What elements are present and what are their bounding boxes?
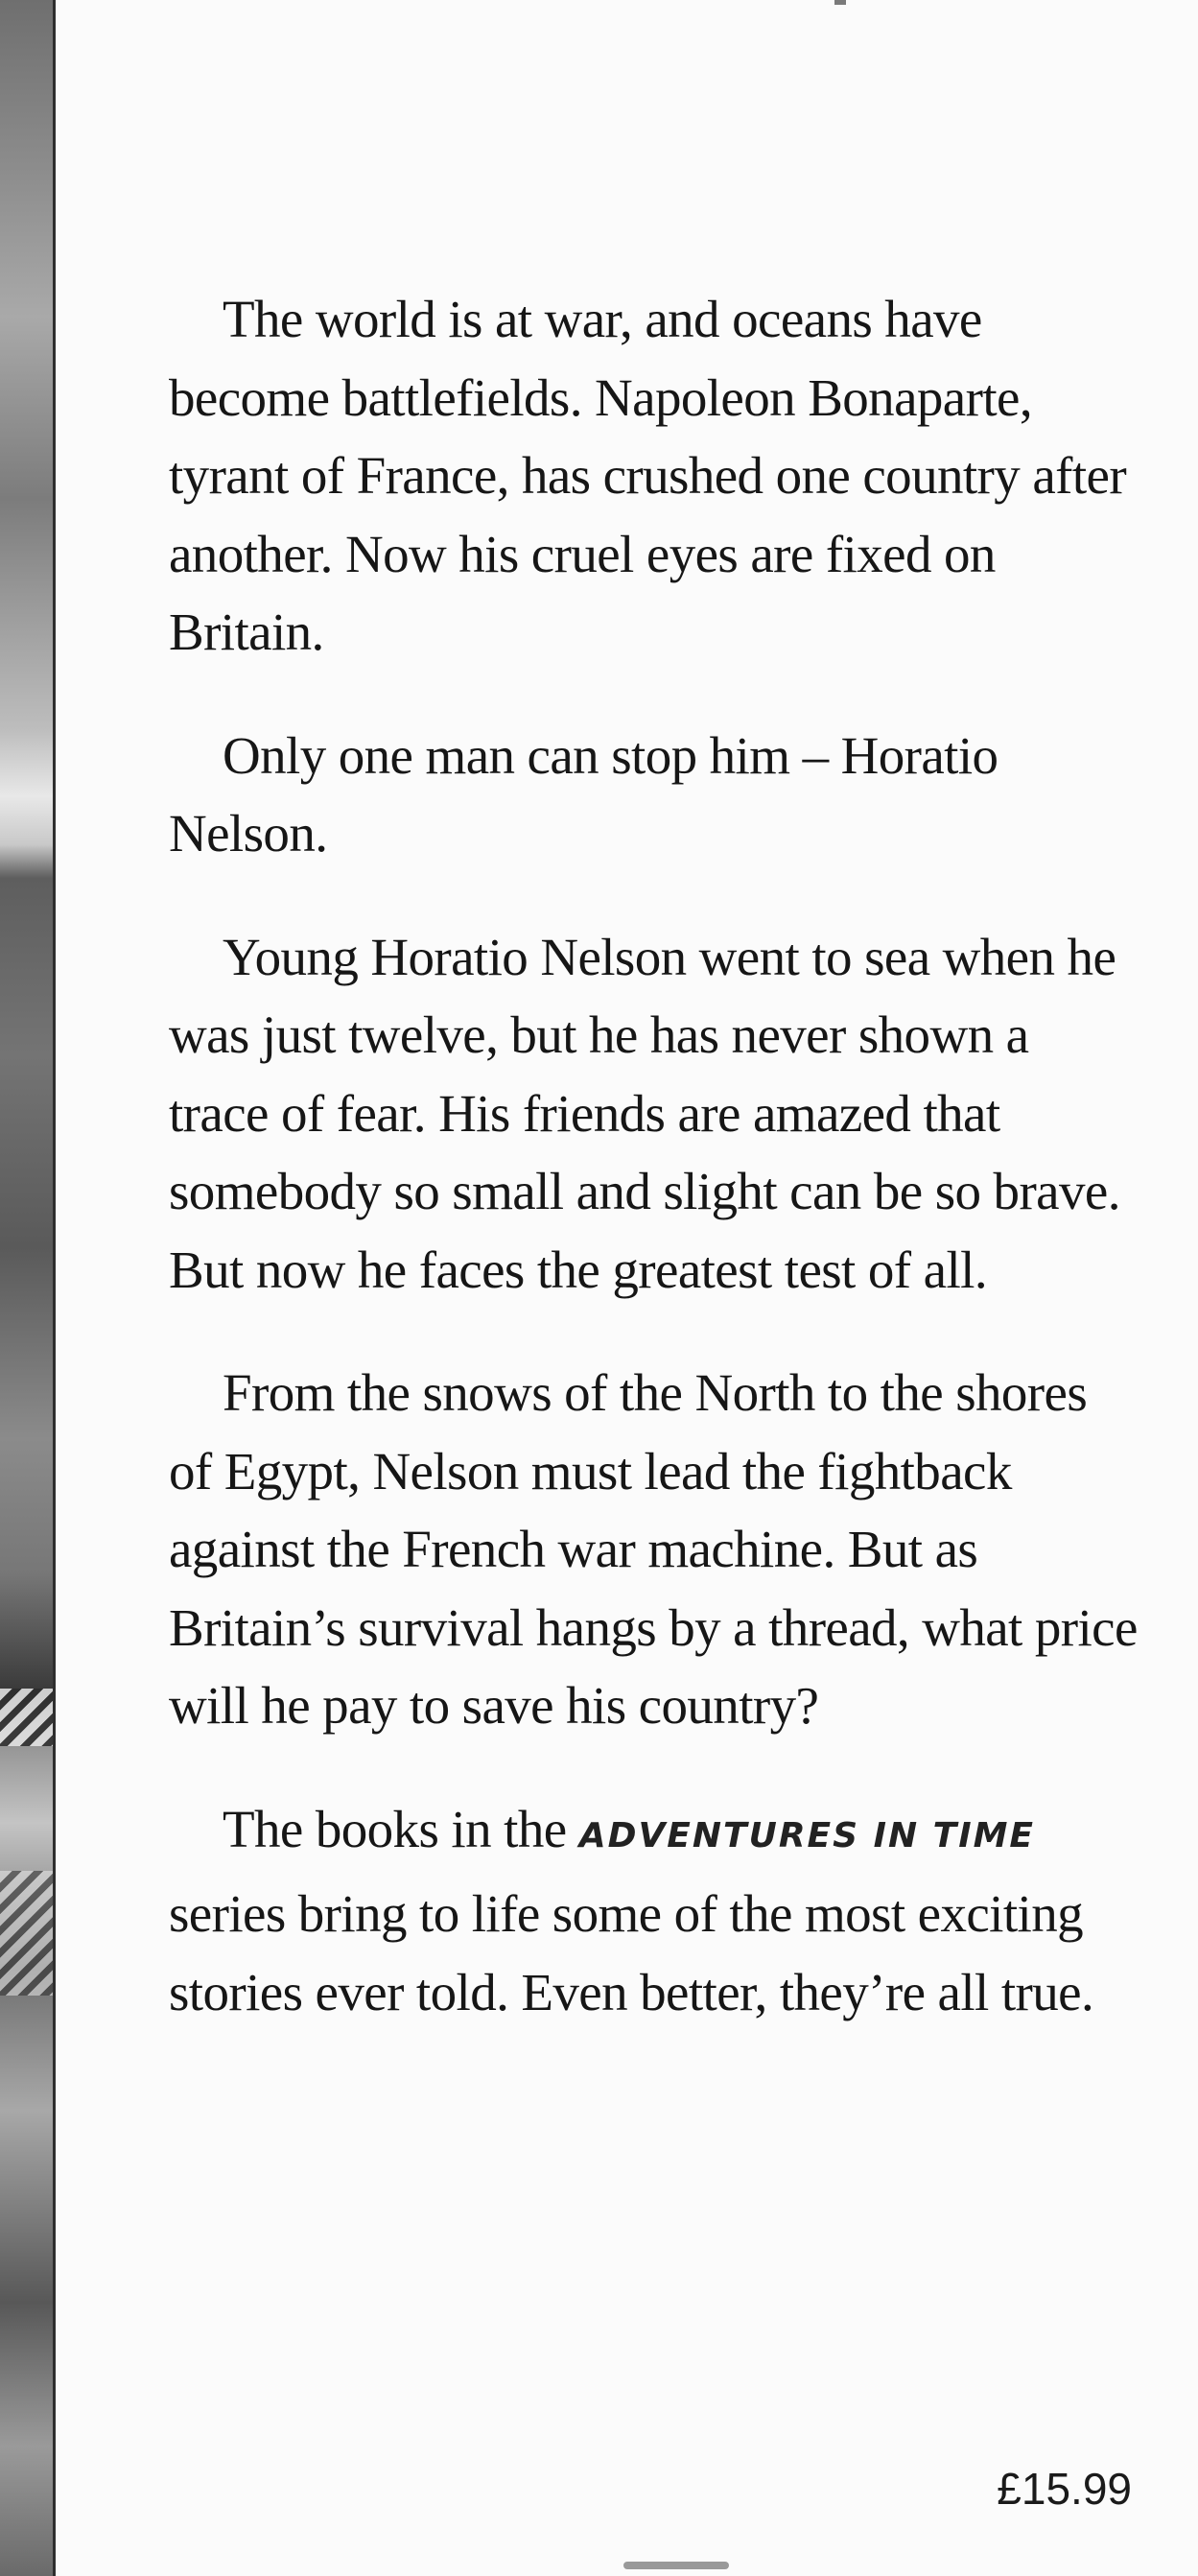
series-name: ADVENTURES IN TIME	[578, 1815, 1036, 1855]
price-label: £15.99	[997, 2464, 1132, 2514]
book-spine-edge	[0, 0, 56, 2576]
back-cover-blurb	[169, 280, 1138, 2076]
blurb-paragraph-5	[169, 1790, 1138, 2032]
series-description-text: series bring to life some of the most exciting stories ever told. Even better, they’re all true.	[169, 1884, 1094, 2021]
top-edge-mark	[834, 0, 846, 5]
rope-illustration	[0, 1871, 56, 1996]
bottom-edge-mark	[623, 2562, 729, 2569]
rope-illustration	[0, 1689, 56, 1746]
blurb-paragraph-3: Young Horatio Nelson went to sea when he was just twelve, but he has never shown a trace of fear. His friends are amazed that somebody so small and slight can be so brave. But now he faces the greatest test of all.	[169, 927, 1120, 1299]
blurb-paragraph-1: The world is at war, and oceans have become battlefields. Napoleon Bonaparte, tyrant of France, has crushed one country after another. Now his cruel eyes are fixed on Britain.	[169, 290, 1127, 661]
blurb-paragraph-2: Only one man can stop him – Horatio Nelson.	[169, 725, 998, 863]
series-intro-text: The books in the	[223, 1799, 567, 1858]
blurb-paragraph-4: From the snows of the North to the shores of Egypt, Nelson must lead the fightback against the French war machine. But as Britain’s survival hangs by a thread, what price will he pay to save his country?	[169, 1363, 1138, 1735]
